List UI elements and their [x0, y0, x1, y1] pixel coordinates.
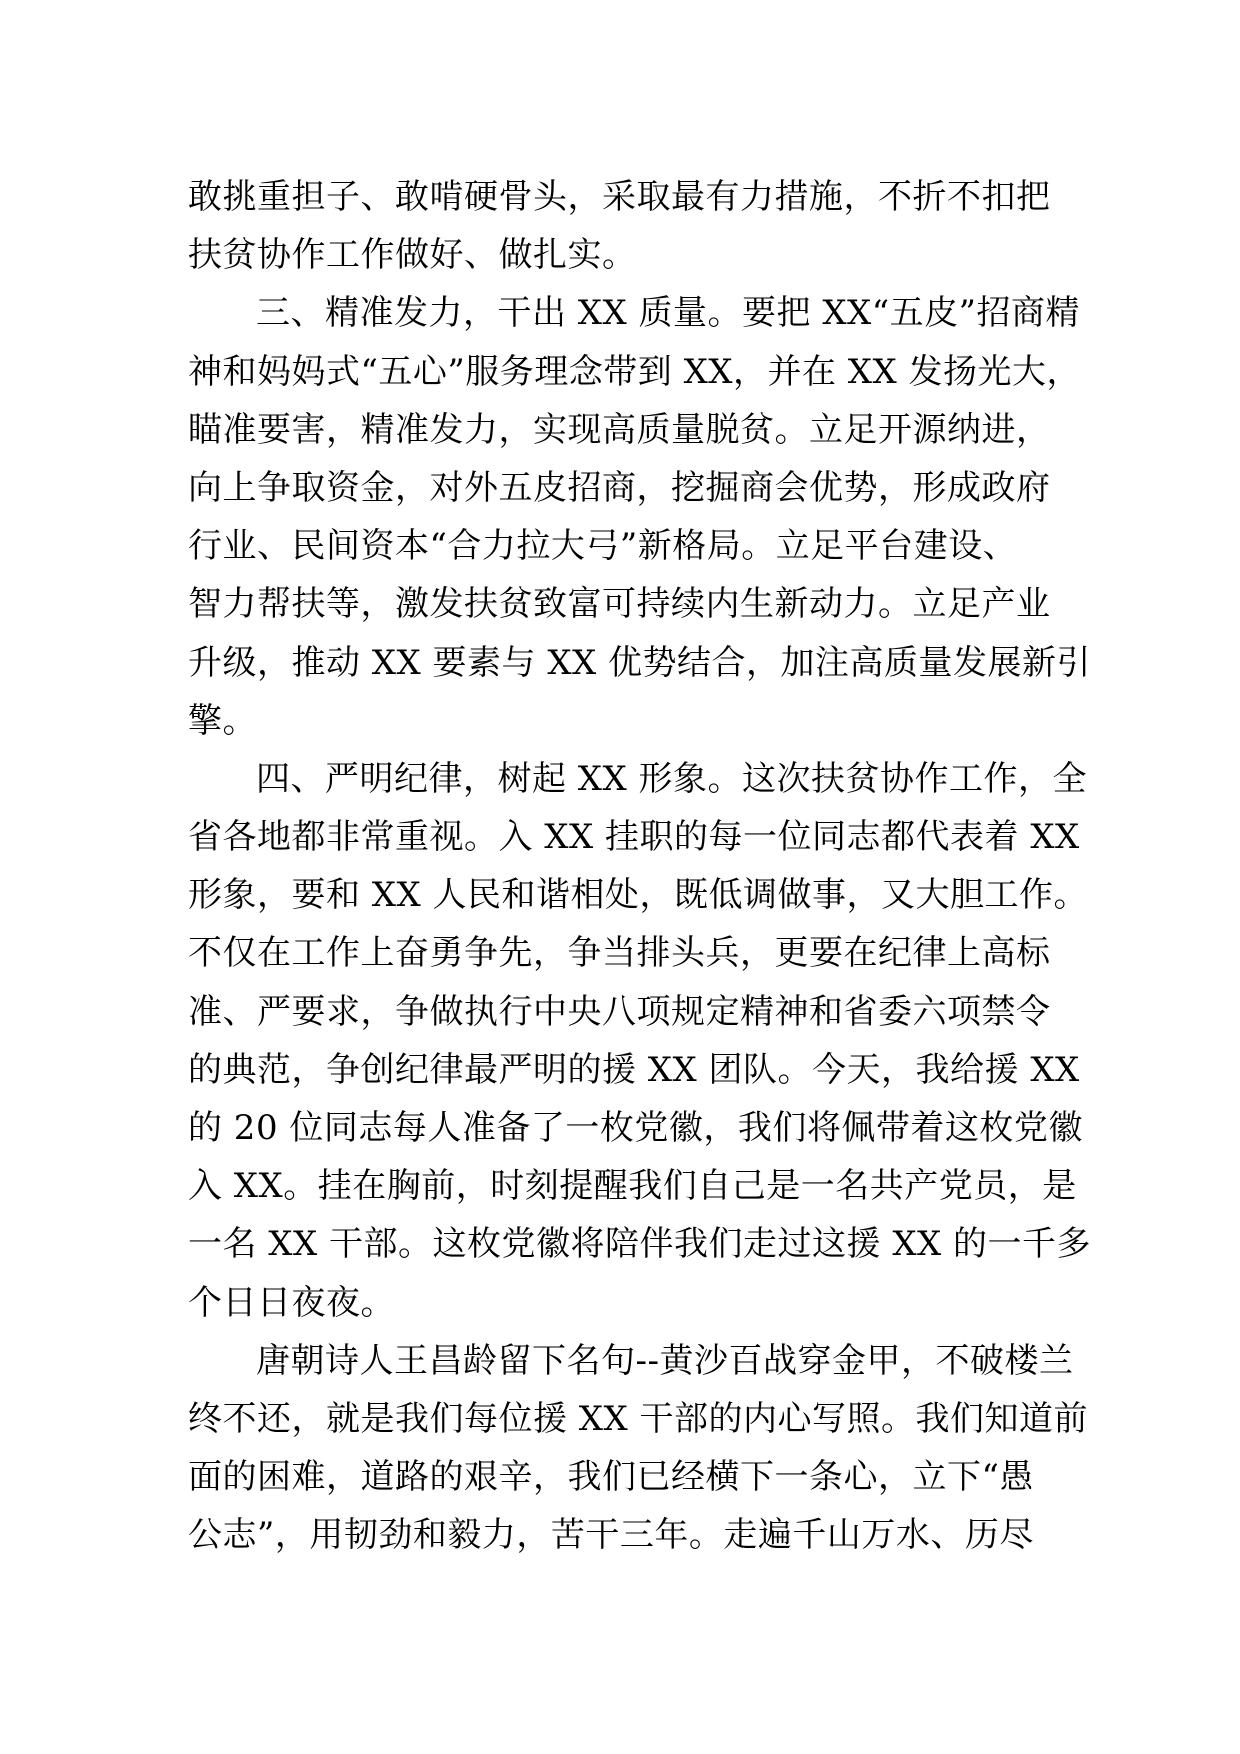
text-line: 的典范，争创纪律最严明的援 XX 团队。今天，我给援 XX: [188, 1049, 1080, 1090]
text-line: 个日日夜夜。: [188, 1282, 395, 1323]
text-line: 擎。: [188, 700, 257, 741]
text-line: 一名 XX 干部。这枚党徽将陪伴我们走过这援 XX 的一千多: [188, 1224, 1092, 1265]
text-line: 神和妈妈式“五心”服务理念带到 XX，并在 XX 发扬光大，: [188, 351, 1082, 392]
paragraph-start-line: 唐朝诗人王昌龄留下名句--黄沙百战穿金甲，不破楼兰: [256, 1340, 1074, 1381]
text-line: 省各地都非常重视。入 XX 挂职的每一位同志都代表着 XX: [188, 817, 1080, 858]
text-line: 敢挑重担子、敢啃硬骨头，采取最有力措施，不折不扣把: [188, 177, 1051, 217]
text-line: 智力帮扶等，激发扶贫致富可持续内生新动力。立足产业: [188, 584, 1051, 625]
paragraph-start-line: 四、严明纪律，树起 XX 形象。这次扶贫协作工作，全: [256, 758, 1088, 799]
text-line: 的 20 位同志每人准备了一枚党徽，我们将佩带着这枚党徽: [188, 1108, 1083, 1148]
paragraph-start-line: 三、精准发力，干出 XX 质量。要把 XX“五皮”招商精: [256, 293, 1081, 334]
text-line: 形象，要和 XX 人民和谐相处，既低调做事，又大胆工作。: [188, 875, 1089, 916]
text-line: 入 XX。挂在胸前，时刻提醒我们自己是一名共产党员，是: [188, 1166, 1077, 1207]
text-line: 不仅在工作上奋勇争先，争当排头兵，更要在纪律上高标: [188, 933, 1051, 974]
text-line: 准、严要求，争做执行中央八项规定精神和省委六项禁令: [188, 991, 1051, 1032]
text-line: 行业、民间资本“合力拉大弓”新格局。立足平台建设、: [188, 526, 1018, 567]
document-body: [188, 168, 1092, 1565]
text-line: 瞄准要害，精准发力，实现高质量脱贫。立足开源纳进，: [188, 409, 1051, 450]
text-line: 扶贫协作工作做好、做扎实。: [188, 235, 637, 276]
text-line: 向上争取资金，对外五皮招商，挖掘商会优势，形成政府: [188, 467, 1051, 508]
text-line: 终不还，就是我们每位援 XX 干部的内心写照。我们知道前: [188, 1398, 1089, 1439]
text-line: 升级，推动 XX 要素与 XX 优势结合，加注高质量发展新引: [188, 642, 1092, 683]
text-line: 面的困难，道路的艰辛，我们已经横下一条心，立下“愚: [188, 1457, 1034, 1498]
text-line: 公志”，用韧劲和毅力，苦干三年。走遍千山万水、历尽: [188, 1515, 1034, 1556]
